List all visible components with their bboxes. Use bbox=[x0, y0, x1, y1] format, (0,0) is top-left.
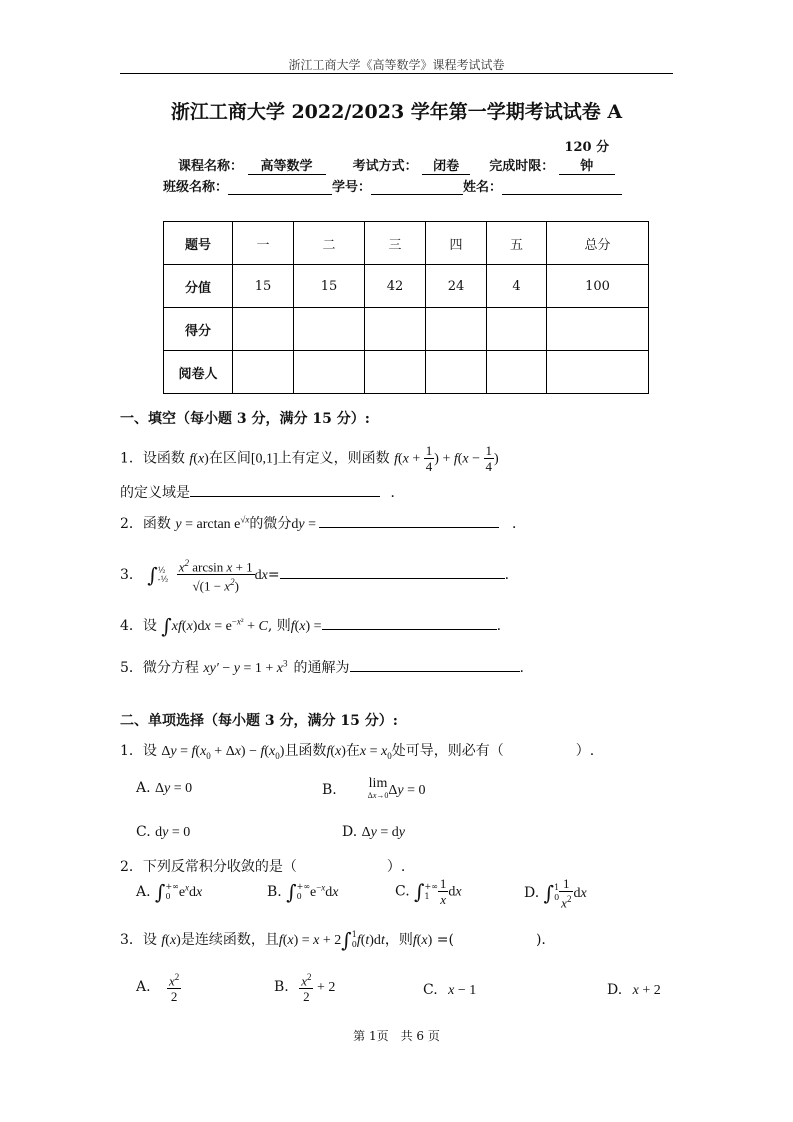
option-label: D. bbox=[524, 885, 540, 902]
section1-heading: 一、填空（每小题 3 分，满分 15 分）: bbox=[120, 411, 370, 427]
grader-cell[interactable] bbox=[294, 351, 365, 394]
question-text: 设 bbox=[142, 932, 157, 948]
question-text: , 则 bbox=[267, 618, 291, 634]
question-number: 3． bbox=[120, 566, 143, 583]
row-label: 分值 bbox=[164, 265, 233, 308]
exam-title: 浙江工商大学 2022/2023 学年第一学期考试试卷 A bbox=[170, 101, 623, 123]
punctuation: ）. bbox=[575, 743, 595, 759]
score-cell[interactable] bbox=[426, 308, 487, 351]
header-cell: 总分 bbox=[547, 222, 649, 265]
value-cell: 15 bbox=[233, 265, 294, 308]
s2-question-1: 1．设 $\Delta y = f(x_0 + \Delta x) - f(x_0)$且函数f(x)在$x = x_0$处可导，则必有（ ）. bbox=[120, 743, 595, 761]
question-number: 1． bbox=[120, 450, 143, 467]
s1-question-3: 3． ∫½ -½ $\frac{x^2 \arcsin x + 1}{√(1 - x^2)}$ dx= . bbox=[120, 558, 510, 594]
s2-q3-option-a[interactable]: A. $\frac{x^2}{2}$ bbox=[136, 972, 180, 1005]
table-row bbox=[164, 222, 649, 265]
option-label: A. bbox=[136, 979, 151, 996]
value-cell: 24 bbox=[426, 265, 487, 308]
s2-q3-option-b[interactable]: B. $\frac{x^2}{2}$ + 2 bbox=[274, 972, 336, 1005]
score-cell[interactable] bbox=[233, 308, 294, 351]
s2-q1-option-a[interactable]: A. Δy = 0 bbox=[136, 780, 193, 796]
question-text: 的通解为 bbox=[293, 660, 350, 676]
s2-q1-option-c[interactable]: C. dy = 0 bbox=[136, 824, 191, 840]
punctuation: ． bbox=[390, 485, 405, 501]
row-label: 得分 bbox=[164, 308, 233, 351]
score-table bbox=[163, 221, 649, 394]
s2-q1-option-d[interactable]: D. Δy = dy bbox=[342, 824, 405, 840]
question-text: 在区间 bbox=[208, 450, 251, 467]
grader-cell[interactable] bbox=[426, 351, 487, 394]
question-text: 的定义域是 bbox=[120, 485, 190, 501]
option-label: B. bbox=[322, 782, 337, 798]
question-number: 4． bbox=[120, 618, 143, 634]
question-text: 设 bbox=[142, 618, 157, 634]
answer-blank[interactable] bbox=[350, 657, 520, 672]
name-label: 姓名： bbox=[463, 180, 503, 195]
option-label: B. bbox=[274, 979, 289, 996]
answer-blank[interactable] bbox=[280, 564, 505, 579]
value-cell: 15 bbox=[294, 265, 365, 308]
s2-q2-option-c[interactable]: C. ∫+∞ 1 $\frac{1}{x}$ dx bbox=[395, 876, 462, 907]
header-cell: 二 bbox=[294, 222, 365, 265]
table-row bbox=[164, 308, 649, 351]
grader-cell[interactable] bbox=[233, 351, 294, 394]
page-footer: 第 1页 共 6 页 bbox=[353, 1029, 440, 1043]
option-label: D. bbox=[607, 982, 623, 998]
option-label: A. bbox=[136, 884, 151, 900]
question-text: 上有定义，则函数 bbox=[277, 450, 390, 467]
time-value: 120 分钟 bbox=[559, 136, 615, 175]
s2-q1-option-b[interactable]: B. lim Δx→0 Δy = 0 bbox=[322, 776, 426, 800]
s2-q2-option-d[interactable]: D. ∫1 0 $\frac{1}{x^2}$ dx bbox=[524, 876, 587, 911]
question-text: 函数 bbox=[142, 516, 171, 532]
table-row bbox=[164, 351, 649, 394]
s2-q2-option-a[interactable]: A. ∫+∞ 0 $e^xdx$ bbox=[136, 880, 203, 904]
option-label: A. bbox=[136, 780, 151, 796]
id-field[interactable] bbox=[371, 180, 463, 195]
value-cell: 4 bbox=[487, 265, 547, 308]
s2-question-2 bbox=[120, 856, 405, 876]
punctuation: ）. bbox=[386, 859, 406, 875]
punctuation: . bbox=[496, 618, 502, 634]
s1-question-4: 4．设 $\int xf(x)dx = e^{-x^2} + C$, 则f(x) = . bbox=[120, 614, 502, 638]
option-label: C. bbox=[395, 883, 410, 900]
value-cell: 42 bbox=[365, 265, 426, 308]
s1-question-1-cont bbox=[120, 482, 404, 502]
question-number: 5． bbox=[120, 660, 143, 676]
question-number: 2． bbox=[120, 516, 143, 532]
header-cell: 四 bbox=[426, 222, 487, 265]
score-cell[interactable] bbox=[547, 308, 649, 351]
course-info-row bbox=[178, 136, 615, 175]
question-text: 设函数 bbox=[142, 450, 185, 467]
s2-q3-option-d[interactable]: D. x + 2 bbox=[607, 982, 661, 998]
s1-question-1: 1．设函数 f(x)在区间[0,1]上有定义，则函数 f(x + $\frac{1}{4}$ ) + f(x − $\frac{1}{4}$ ) bbox=[120, 443, 499, 474]
s2-q2-option-b[interactable]: B. ∫+∞ 0 $e^{-x}dx$ bbox=[267, 880, 339, 904]
punctuation: . bbox=[504, 566, 510, 583]
student-info-row bbox=[163, 176, 622, 195]
value-cell: 100 bbox=[547, 265, 649, 308]
answer-blank[interactable] bbox=[319, 513, 499, 528]
question-text: 且函数 bbox=[284, 743, 327, 759]
punctuation: ． bbox=[511, 516, 526, 532]
header-rule bbox=[120, 73, 673, 74]
id-label: 学号： bbox=[332, 180, 372, 195]
option-label: B. bbox=[267, 884, 282, 900]
grader-cell[interactable] bbox=[365, 351, 426, 394]
s1-question-2: 2．函数 $y = \arctan e^{√x}$的微分dy = ． bbox=[120, 514, 526, 532]
option-label: D. bbox=[342, 824, 358, 840]
s2-question-3: 3．设 f(x)是连续函数，且f(x) = x + 2∫1 0f(t)dt，则f(x) =( ). bbox=[120, 928, 546, 952]
question-number: 2． bbox=[120, 859, 143, 875]
table-row bbox=[164, 265, 649, 308]
question-text: 处可导，则必有（ bbox=[391, 743, 504, 759]
question-number: 3． bbox=[120, 932, 143, 948]
question-text: 设 bbox=[142, 743, 157, 759]
option-label: C. bbox=[423, 982, 438, 998]
method-value: 闭卷 bbox=[422, 155, 470, 175]
class-label: 班级名称： bbox=[163, 180, 229, 195]
section2-heading: 二、单项选择（每小题 3 分，满分 15 分）: bbox=[120, 713, 398, 729]
answer-blank[interactable] bbox=[322, 615, 497, 630]
score-cell[interactable] bbox=[365, 308, 426, 351]
question-number: 1． bbox=[120, 743, 143, 759]
question-text: 是连续函数，且 bbox=[180, 932, 279, 948]
s1-question-5: 5．微分方程 $xy' - y = 1 + x^3$ 的通解为 . bbox=[120, 658, 524, 676]
running-head: 浙江工商大学《高等数学》课程考试试卷 bbox=[288, 58, 505, 72]
method-label: 考试方式： bbox=[352, 159, 418, 174]
question-text: 微分方程 bbox=[142, 660, 199, 676]
row-label: 阅卷人 bbox=[164, 351, 233, 394]
grader-cell[interactable] bbox=[547, 351, 649, 394]
name-field[interactable] bbox=[502, 180, 622, 195]
header-cell: 题号 bbox=[164, 222, 233, 265]
time-label: 完成时限： bbox=[489, 159, 555, 174]
header-cell: 三 bbox=[365, 222, 426, 265]
header-cell: 一 bbox=[233, 222, 294, 265]
score-cell[interactable] bbox=[487, 308, 547, 351]
s2-q3-option-c[interactable]: C. x − 1 bbox=[423, 982, 477, 998]
punctuation: . bbox=[519, 660, 524, 676]
grader-cell[interactable] bbox=[487, 351, 547, 394]
course-value: 高等数学 bbox=[248, 155, 326, 175]
option-label: C. bbox=[136, 824, 151, 840]
question-text: =( bbox=[436, 932, 454, 948]
course-label: 课程名称： bbox=[178, 159, 244, 174]
class-field[interactable] bbox=[228, 180, 332, 195]
question-text: 的微分 bbox=[249, 516, 292, 532]
header-cell: 五 bbox=[487, 222, 547, 265]
answer-blank[interactable] bbox=[190, 482, 380, 497]
score-cell[interactable] bbox=[294, 308, 365, 351]
question-text: ，则 bbox=[384, 932, 413, 948]
question-text: 在 bbox=[345, 743, 360, 759]
question-text: 下列反常积分收敛的是（ bbox=[142, 859, 297, 875]
punctuation: ). bbox=[535, 932, 546, 948]
